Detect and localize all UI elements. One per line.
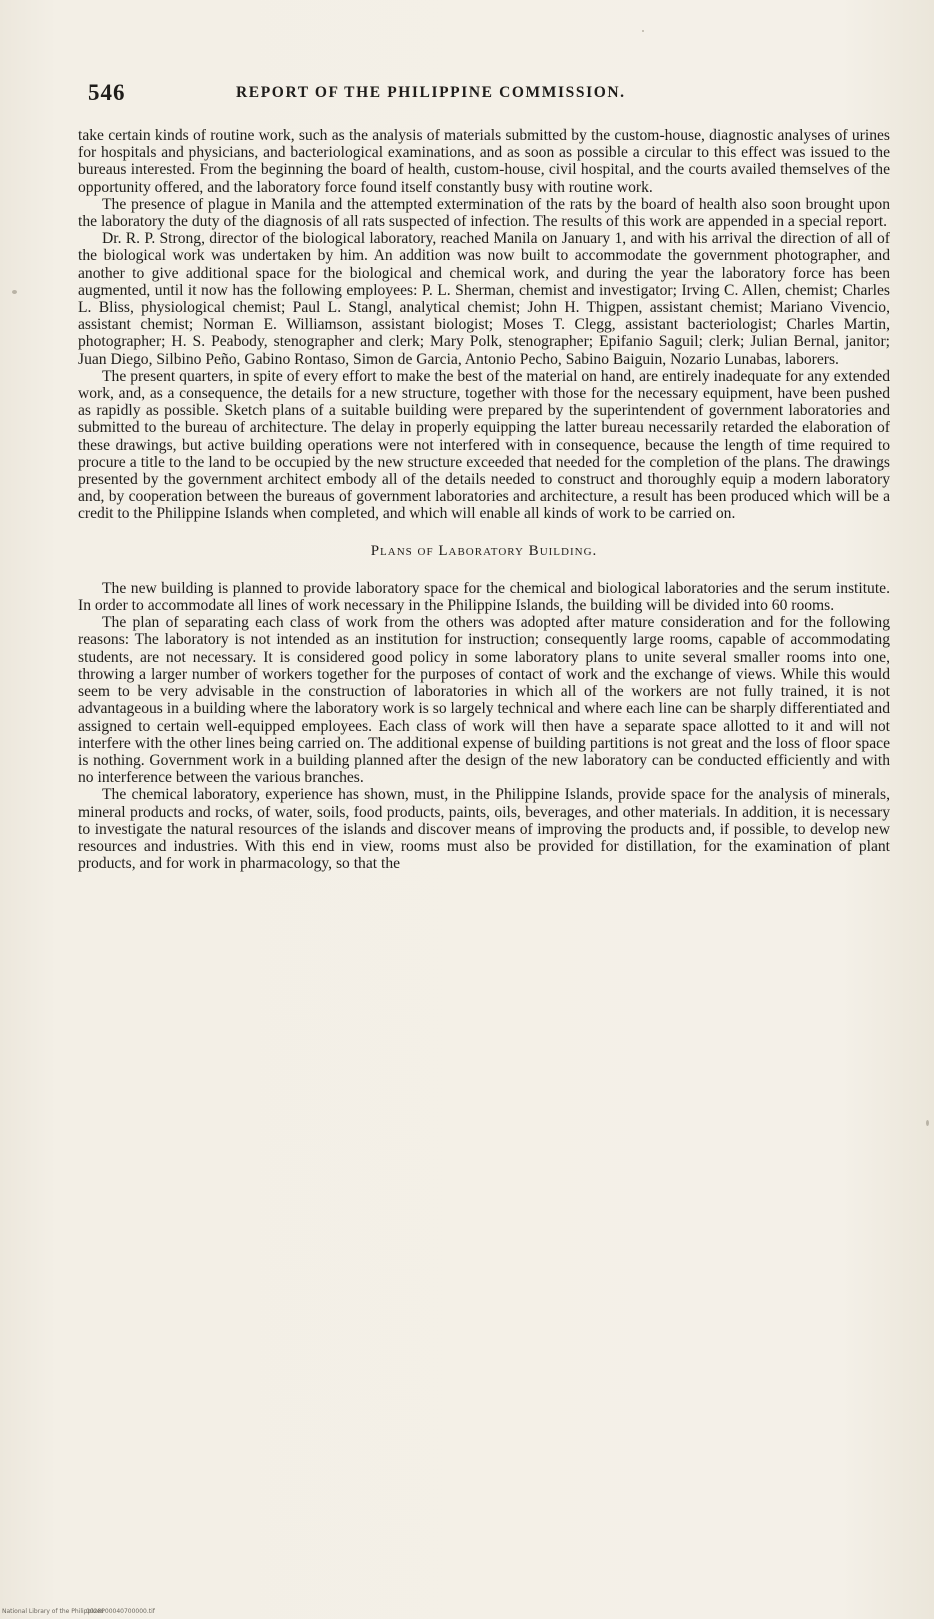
paragraph-plan-separating: The plan of separating each class of work from the others was adopted after mature consideration and for the following reasons: The laboratory is not intended as an institution for instruction; consequently large rooms, capable of accommodating students, are not necessary. It is considered good policy in some laboratory plans to unite several smaller rooms into one, throwing a larger number of workers together for the purposes of contact of work and the exchange of views. While this would seem to be very advisable in the construction of laboratories in which all of the workers are not fully trained, it is not advantageous in a building where the laboratory work is so largely technical and where each line can be sharply differentiated and assigned to certain well-equipped employees. Each class of work will then have a separate space allotted to it and will not interfere with the other lines being carried on. The additional expense of building partitions is not great and the loss of floor space is nothing. Government work in a building planned after the design of the new laboratory can be conducted efficiently and with no interference between the various branches. [78, 614, 890, 787]
scan-id: 0028P00040700000.tif [86, 1608, 155, 1615]
paragraph-employees: Dr. R. P. Strong, director of the biological laboratory, reached Manila on January 1, and with his arrival the direction of all of the biological work was undertaken by him. An addition was now built to accommodate the government photographer, and another to give additional space for the biological and chemical work, and during the year the laboratory force has been augmented, until it now has the following employees: P. L. Sherman, chemist and investigator; Irving C. Allen, chemist; Charles L. Bliss, physiological chemist; Paul L. Stangl, analytical chemist; John H. Thigpen, assistant chemist; Mariano Vivencio, assistant chemist; Norman E. Williamson, assistant biologist; Moses T. Clegg, assistant bacteriologist; Charles Martin, photographer; H. S. Peabody, stenographer and clerk; Mary Polk, stenographer; Epifanio Saguil; clerk; Julian Bernal, janitor; Juan Diego, Silbino Peño, Gabino Rontaso, Simon de Garcia, Antonio Pecho, Sabino Baiguin, Nozario Lunabas, laborers. [78, 230, 890, 368]
running-head: REPORT OF THE PHILIPPINE COMMISSION. [236, 84, 626, 101]
library-credit: National Library of the Philippines [2, 1608, 104, 1615]
scan-speck [926, 1120, 929, 1126]
scan-speck [642, 30, 644, 32]
page-header [88, 80, 888, 110]
section-heading-text: Plans of Laboratory Building. [370, 542, 598, 559]
paragraph-new-building: The new building is planned to provide laboratory space for the chemical and biological laboratories and the serum institute. In order to accommodate all lines of work necessary in the Philippine Islands, the building will be divided into 60 rooms. [78, 579, 890, 615]
section-heading [78, 543, 890, 560]
body-text [78, 127, 890, 872]
paragraph-routine-work: take certain kinds of routine work, such as the analysis of materials submitted by the custom-house, diagnostic analyses of urines for hospitals and physicians, and bacteriological examinations, and as soon as possible a circular to this effect was issued to the bureaus interested. From the beginning the board of health, custom-house, civil hospital, and the courts availed themselves of the opportunity offered, and the laboratory force found itself constantly busy with routine work. [78, 127, 890, 196]
paragraph-chemical-laboratory: The chemical laboratory, experience has shown, must, in the Philippine Islands, provide space for the analysis of minerals, mineral products and rocks, of water, soils, food products, paints, oils, beverages, and other materials. In addition, it is necessary to investigate the natural resources of the islands and discover means of improving the products and, if possible, to develop new resources and industries. With this end in view, rooms must also be provided for distillation, for the examination of plant products, and for work in pharmacology, so that the [78, 786, 890, 873]
scan-footer [0, 1606, 934, 1619]
paragraph-plague-rats: The presence of plague in Manila and the attempted extermination of the rats by the board of health also soon brought upon the laboratory the duty of the diagnosis of all rats suspected of infection. The results of this work are appended in a special report. [78, 195, 890, 231]
scan-speck [12, 290, 17, 294]
page-number: 546 [88, 80, 126, 105]
paragraph-present-quarters: The present quarters, in spite of every effort to make the best of the material on hand, are entirely inadequate for any extended work, and, as a consequence, the details for a new structure, together with those for the necessary equipment, have been pushed as rapidly as possible. Sketch plans of a suitable building were prepared by the superintendent of government laboratories and submitted to the bureau of architecture. The delay in properly equipping the latter bureau necessarily retarded the elaboration of these drawings, but active building operations were not interfered with in consequence, because the length of time required to procure a title to the land to be occupied by the new structure exceeded that needed for the completion of the plans. The drawings presented by the government architect embody all of the details needed to construct and thoroughly equip a modern laboratory and, by cooperation between the bureaus of government laboratories and architecture, a result has been produced which will be a credit to the Philippine Islands when completed, and which will enable all kinds of work to be carried on. [78, 367, 890, 523]
